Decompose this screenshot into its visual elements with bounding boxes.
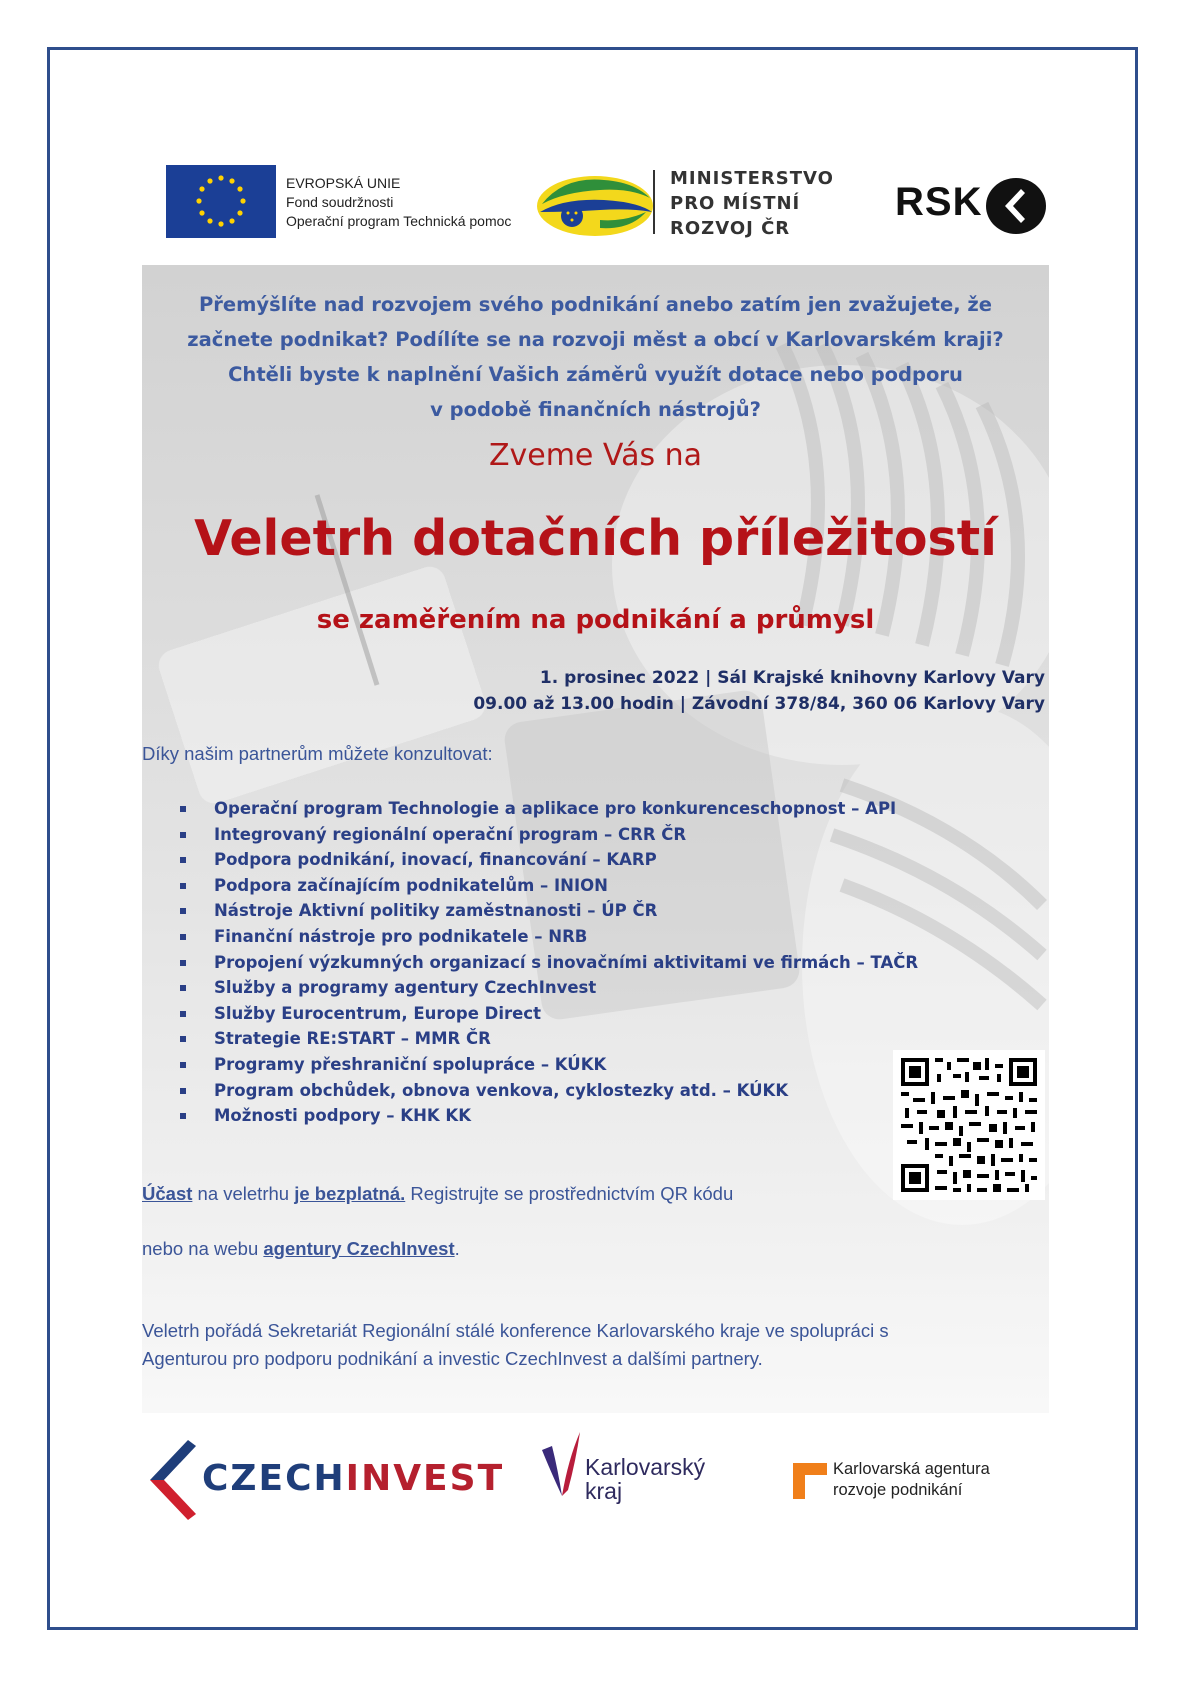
karlovarsky-kraj-logo-text [585, 1455, 705, 1503]
list-item [178, 1078, 918, 1104]
karp-line-2: rozvoje podnikání [833, 1481, 963, 1499]
bullet-icon [180, 883, 186, 889]
list-item [178, 1052, 918, 1078]
karp-mark-icon [793, 1463, 827, 1499]
event-time-address: 09.00 až 13.00 hodin | Závodní 378/84, 360 06 Karlovy Vary [473, 694, 1045, 714]
web-registration-line [142, 1238, 460, 1260]
kk-line-1: Karlovarský [585, 1454, 706, 1480]
registration-text-2: Registrujte se prostřednictvím QR kódu [405, 1183, 734, 1204]
organizer-text [142, 1317, 889, 1373]
partner-label: Možnosti podpory – KHK KK [214, 1106, 471, 1126]
bullet-icon [180, 832, 186, 838]
list-item [178, 1103, 918, 1129]
bullet-icon [180, 1113, 186, 1119]
partner-label: Operační program Technologie a aplikace pro konkurenceschopnost – API [214, 799, 897, 818]
eu-logo-text [286, 174, 511, 231]
mmr-line-1: MINISTERSTVO [670, 168, 834, 189]
czechinvest-web-link[interactable]: agentury CzechInvest [263, 1238, 455, 1259]
bullet-icon [180, 857, 186, 863]
list-item [178, 950, 918, 976]
intro-line-4: v podobě finančních nástrojů? [430, 398, 761, 421]
list-item [178, 1001, 918, 1027]
participation-link[interactable]: Účast [142, 1183, 193, 1204]
list-item [178, 924, 918, 950]
mmr-separator [653, 170, 655, 234]
organizer-line-1: Veletrh pořádá Sekretariát Regionální stálé konference Karlovarského kraje ve spolupráci s [142, 1320, 889, 1341]
karp-line-1: Karlovarská agentura [833, 1460, 990, 1478]
bullet-icon [180, 806, 186, 812]
partner-label: Program obchůdek, obnova venkova, cyklostezky atd. – KÚKK [214, 1080, 789, 1100]
partner-list [178, 796, 918, 1129]
event-details [420, 665, 1045, 717]
list-item [178, 1026, 918, 1052]
free-participation-link[interactable]: je bezplatná. [294, 1183, 406, 1204]
bullet-icon [180, 1011, 186, 1017]
eu-line-3: Operační program Technická pomoc [286, 213, 512, 229]
czechinvest-logo-text [202, 1458, 504, 1499]
partner-label: Strategie RE:START – MMR ČR [214, 1029, 491, 1049]
partner-label: Integrovaný regionální operační program – CRR ČR [214, 824, 687, 844]
czechinvest-czech: CZECH [202, 1458, 346, 1499]
rsk-arrow-icon [985, 177, 1047, 235]
eu-line-1: EVROPSKÁ UNIE [286, 175, 401, 191]
bullet-icon [180, 960, 186, 966]
bullet-icon [180, 1062, 186, 1068]
partner-label: Propojení výzkumných organizací s inovačními aktivitami ve firmách – TAČR [214, 952, 919, 972]
partner-label: Podpora podnikání, inovací, financování – KARP [214, 850, 657, 870]
intro-line-1: Přemýšlíte nad rozvojem svého podnikání anebo zatím jen zvažujete, že [198, 293, 993, 316]
intro-line-2: začnete podnikat? Podílíte se na rozvoji měst a obcí v Karlovarském kraji? [187, 328, 1004, 351]
eu-flag-logo [166, 165, 276, 238]
partner-label: Finanční nástroje pro podnikatele – NRB [214, 926, 588, 946]
mmr-logo-text [670, 166, 834, 241]
bullet-icon [180, 1088, 186, 1094]
rsk-logo-text: RSK [895, 180, 983, 224]
mmr-line-2: PRO MÍSTNÍ [670, 193, 801, 214]
kk-line-2: kraj [585, 1478, 623, 1504]
bullet-icon [180, 908, 186, 914]
intro-questions [142, 287, 1049, 427]
organizer-line-2: Agenturou pro podporu podnikání a investic CzechInvest a dalšími partnery. [142, 1348, 763, 1369]
invitation-text: Zveme Vás na [488, 438, 703, 473]
event-subtitle: se zaměřením na podnikání a průmysl [316, 605, 875, 635]
registration-text-1: na veletrhu [192, 1183, 295, 1204]
list-item [178, 898, 918, 924]
czechinvest-mark-icon [150, 1440, 200, 1520]
bullet-icon [180, 1036, 186, 1042]
karp-logo-text [833, 1459, 990, 1501]
partner-label: Podpora začínajícím podnikatelům – INION [214, 875, 608, 895]
czechinvest-invest: INVEST [345, 1458, 505, 1499]
list-item [178, 822, 918, 848]
list-item [178, 975, 918, 1001]
list-item [178, 847, 918, 873]
event-title: Veletrh dotačních příležitostí [194, 510, 997, 567]
mmr-line-3: ROZVOJ ČR [670, 218, 791, 239]
mmr-emblem-logo [534, 168, 656, 240]
eu-line-2: Fond soudržnosti [286, 194, 394, 210]
registration-line [142, 1183, 733, 1205]
partner-label: Služby a programy agentury CzechInvest [214, 978, 597, 998]
web-suffix: . [454, 1238, 460, 1259]
karlovarsky-kraj-mark-icon [540, 1430, 582, 1500]
list-item [178, 873, 918, 899]
bullet-icon [180, 985, 186, 991]
intro-line-3: Chtěli byste k naplnění Vašich záměrů využít dotace nebo podporu [228, 363, 963, 386]
list-item [178, 796, 918, 822]
event-date-venue: 1. prosinec 2022 | Sál Krajské knihovny Karlovy Vary [539, 668, 1045, 688]
registration-qr-code[interactable] [893, 1050, 1045, 1200]
partners-intro: Díky našim partnerům můžete konzultovat: [142, 743, 493, 764]
partner-label: Nástroje Aktivní politiky zaměstnanosti – ÚP ČR [214, 901, 658, 921]
bullet-icon [180, 934, 186, 940]
partner-label: Služby Eurocentrum, Europe Direct [214, 1003, 541, 1023]
web-prefix: nebo na webu [142, 1238, 264, 1259]
partner-label: Programy přeshraniční spolupráce – KÚKK [214, 1054, 607, 1074]
